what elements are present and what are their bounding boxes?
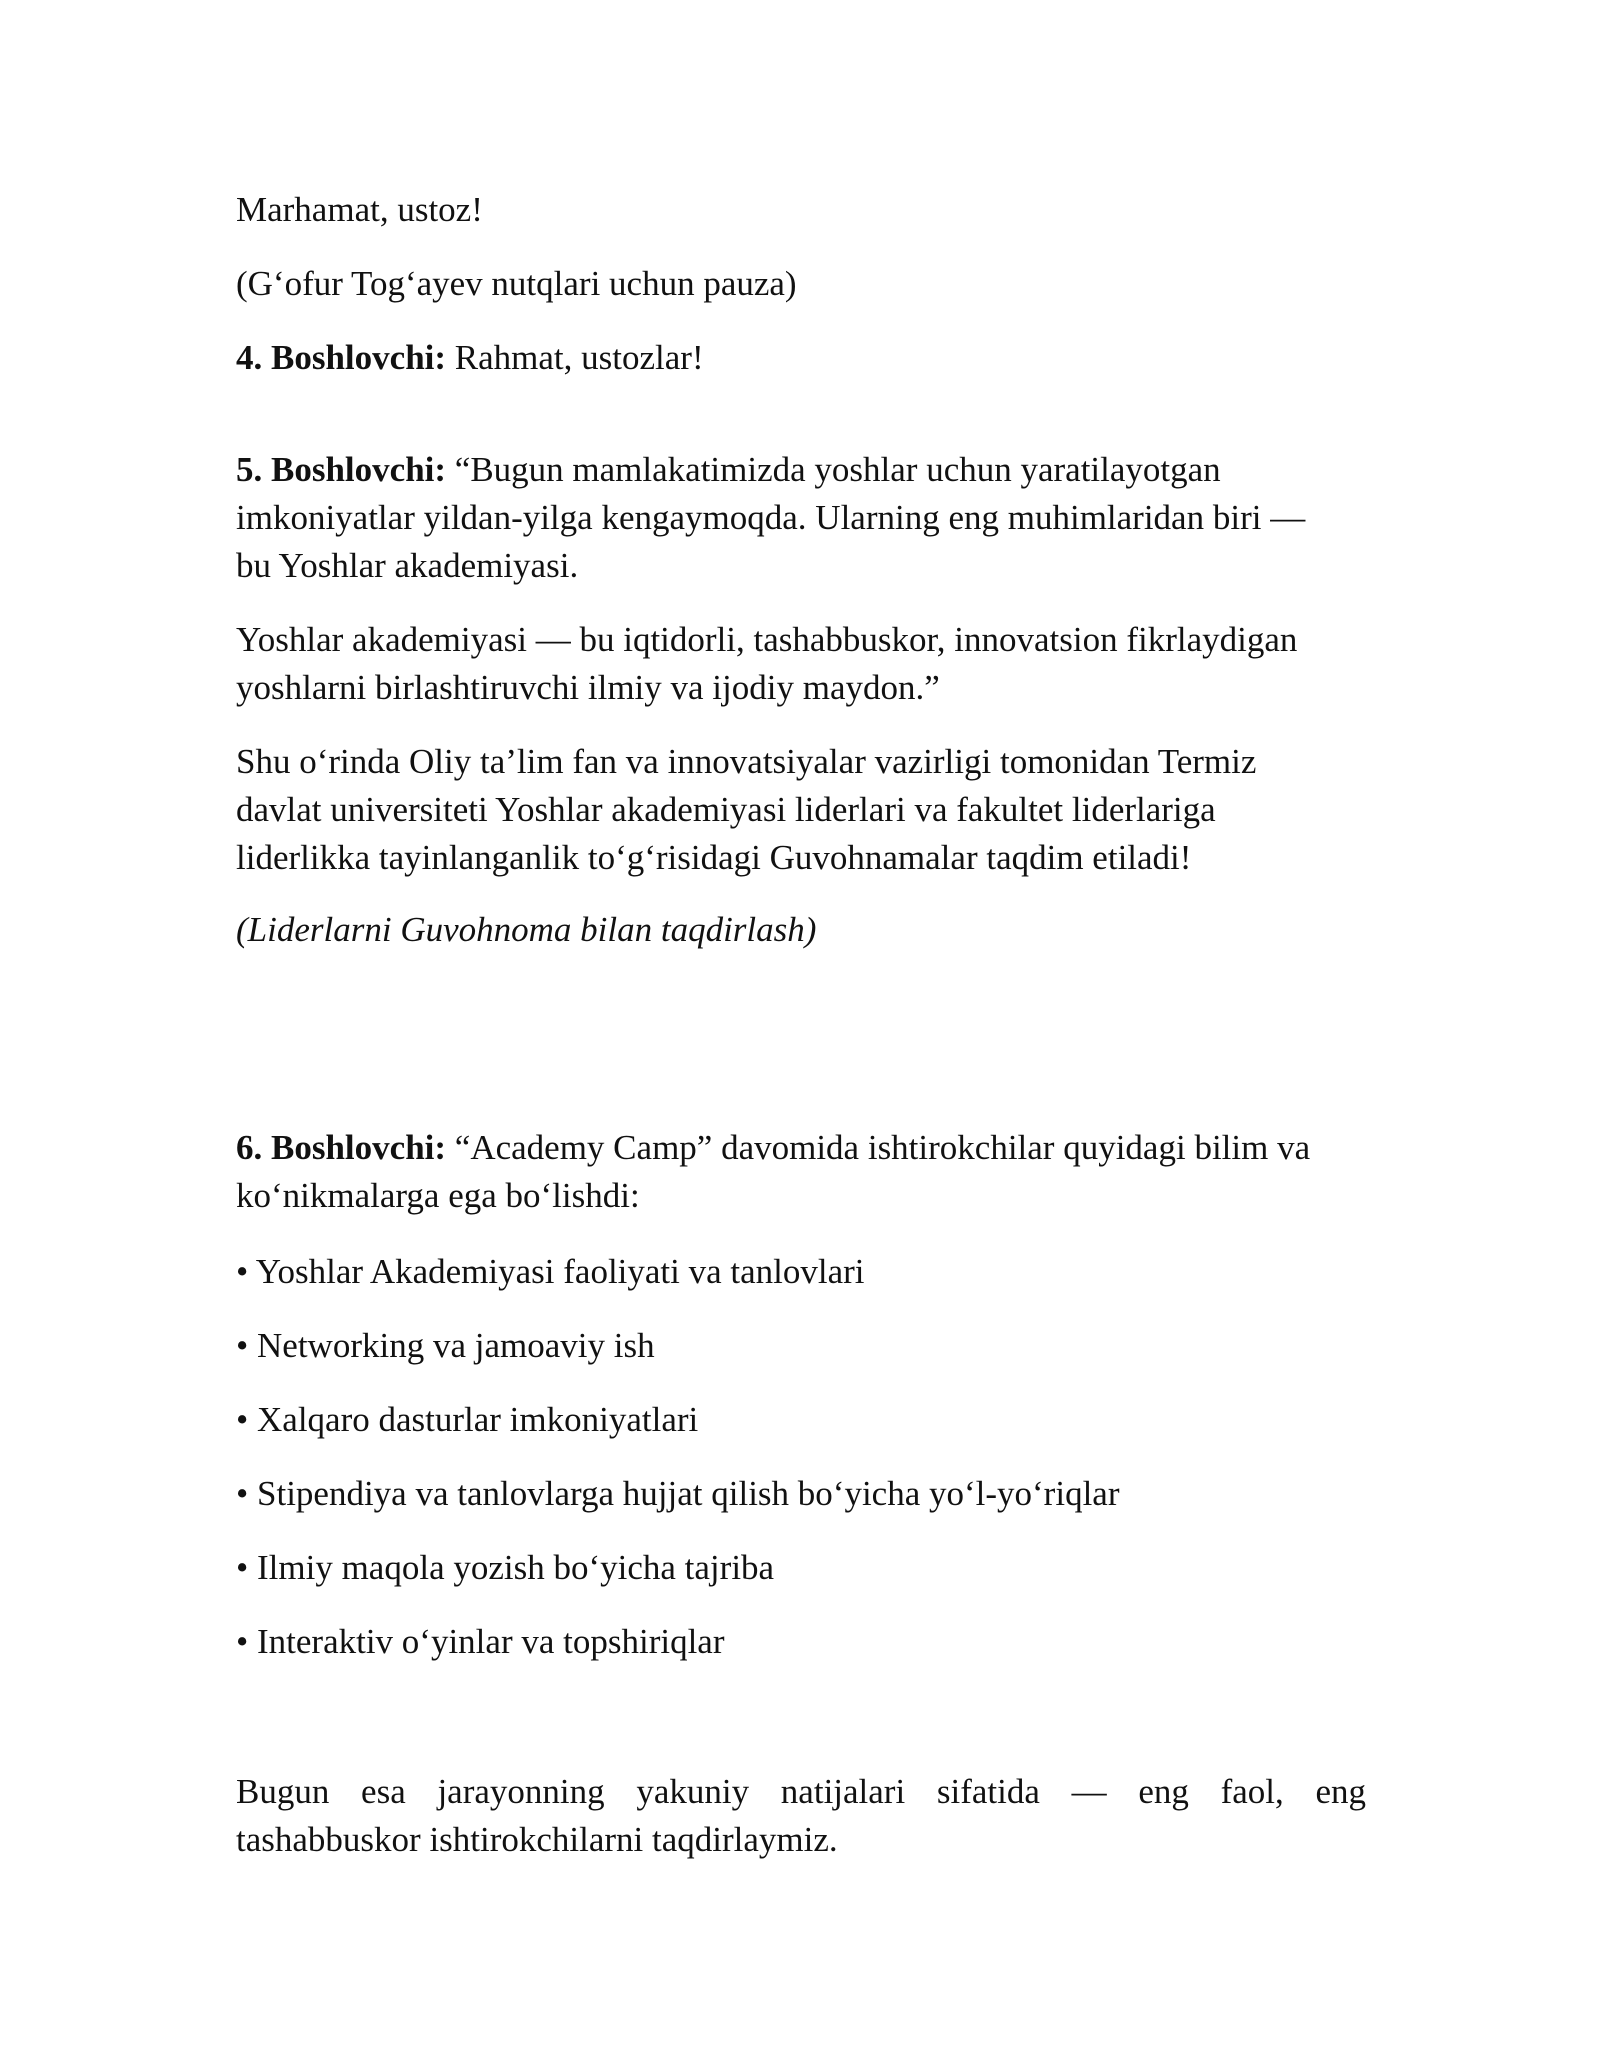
- closing-line-1: Bugun esa jarayonning yakuniy natijalari sifatida — eng faol, eng: [236, 1772, 1366, 1811]
- host-6-line-1: 6. Boshlovchi: “Academy Camp” davomida ishtirokchilar quyidagi bilim va: [236, 1128, 1311, 1167]
- host-5-line-2: imkoniyatlar yildan-yilga kengaymoqda. Ularning eng muhimlaridan biri —: [236, 498, 1306, 537]
- list-item: • Stipendiya va tanlovlarga hujjat qilish bo‘yicha yo‘l-yo‘riqlar: [236, 1474, 1120, 1513]
- certificates-line-3: liderlikka tayinlanganlik to‘g‘risidagi Guvohnamalar taqdim etiladi!: [236, 838, 1192, 877]
- certificates-line-1: Shu o‘rinda Oliy ta’lim fan va innovatsiyalar vazirligi tomonidan Termiz: [236, 742, 1257, 781]
- paragraph-host-5: [236, 446, 1366, 590]
- certificates-line-2: davlat universiteti Yoshlar akademiyasi liderlari va fakultet liderlariga: [236, 790, 1216, 829]
- paragraph-host-6: [236, 1124, 1366, 1220]
- host-5-line-1: 5. Boshlovchi: “Bugun mamlakatimizda yoshlar uchun yaratilayotgan: [236, 450, 1221, 489]
- paragraph-closing: [236, 1768, 1366, 1864]
- host-6-line-2: ko‘nikmalarga ega bo‘lishdi:: [236, 1176, 640, 1215]
- host-5-label: 5. Boshlovchi:: [236, 450, 447, 489]
- paragraph-marhamat: Marhamat, ustoz!: [236, 190, 483, 229]
- paragraph-pause-note: (G‘ofur Tog‘ayev nutqlari uchun pauza): [236, 264, 797, 303]
- paragraph-award-note: (Liderlarni Guvohnoma bilan taqdirlash): [236, 910, 817, 949]
- paragraph-academy-description: [236, 616, 1366, 712]
- list-item: • Yoshlar Akademiyasi faoliyati va tanlovlari: [236, 1252, 865, 1291]
- list-item: • Interaktiv o‘yinlar va topshiriqlar: [236, 1622, 725, 1661]
- list-item: • Networking va jamoaviy ish: [236, 1326, 655, 1365]
- academy-description-line-2: yoshlarni birlashtiruvchi ilmiy va ijodiy maydon.”: [236, 668, 940, 707]
- paragraph-host-4: [236, 334, 1366, 382]
- host-4-label: 4. Boshlovchi:: [236, 338, 447, 377]
- host-5-line-3: bu Yoshlar akademiyasi.: [236, 546, 579, 585]
- list-item: • Ilmiy maqola yozish bo‘yicha tajriba: [236, 1548, 775, 1587]
- academy-description-line-1: Yoshlar akademiyasi — bu iqtidorli, tashabbuskor, innovatsion fikrlaydigan: [236, 620, 1298, 659]
- paragraph-certificates: [236, 738, 1366, 882]
- closing-line-2: tashabbuskor ishtirokchilarni taqdirlaymiz.: [236, 1820, 838, 1859]
- list-item: • Xalqaro dasturlar imkoniyatlari: [236, 1400, 699, 1439]
- host-4-text: Rahmat, ustozlar!: [446, 338, 704, 377]
- host-6-label: 6. Boshlovchi:: [236, 1128, 447, 1167]
- skills-list: [236, 1248, 1366, 1692]
